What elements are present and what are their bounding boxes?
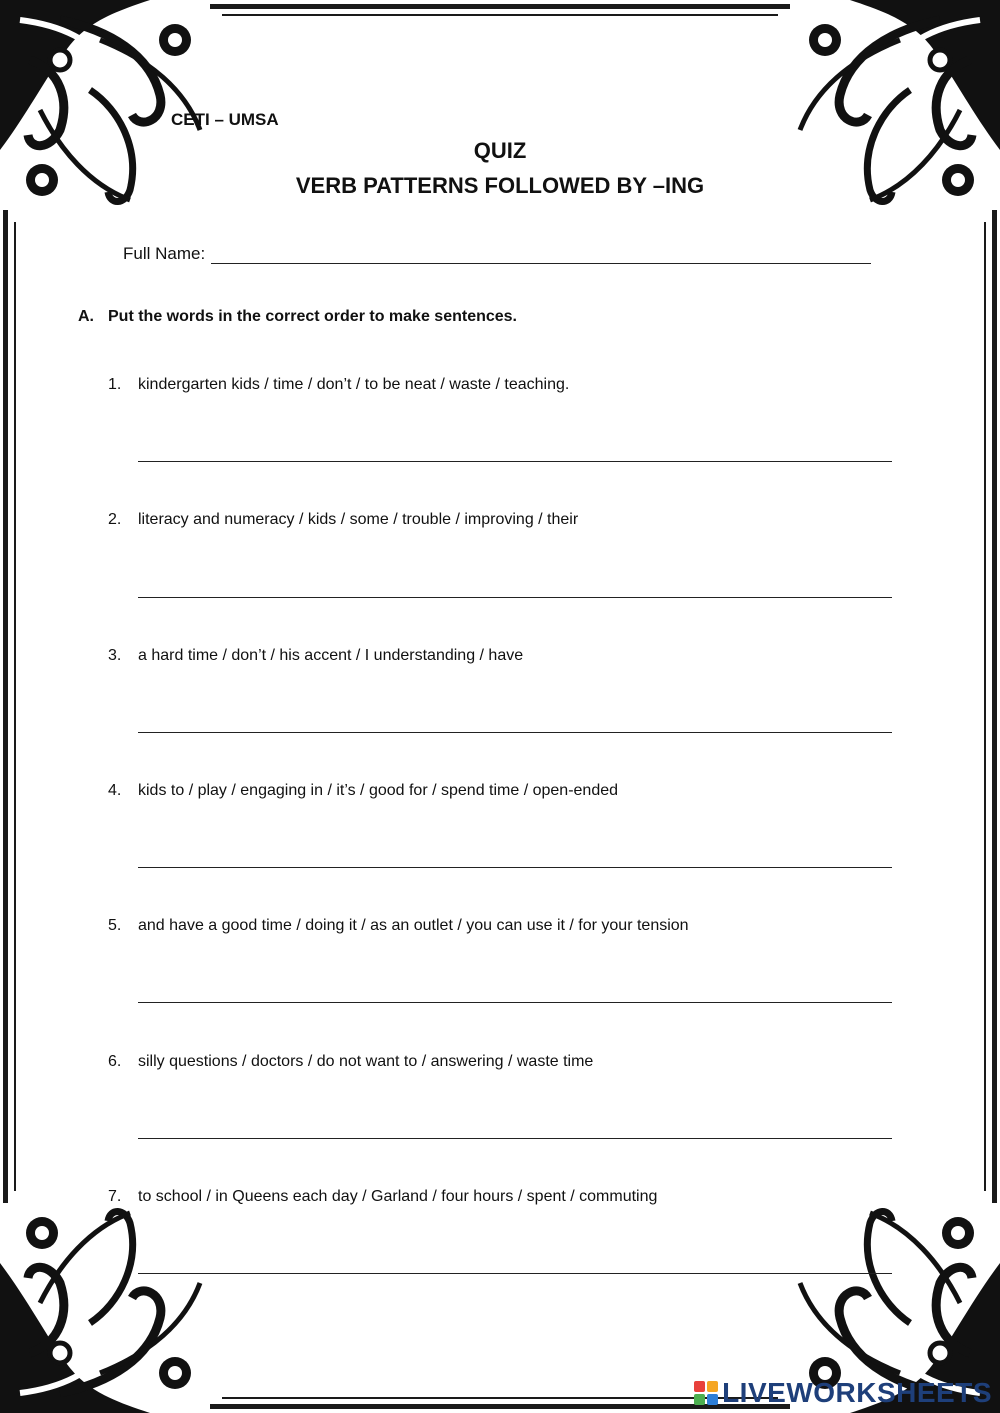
answer-input[interactable]	[138, 461, 892, 462]
answer-input[interactable]	[138, 867, 892, 868]
list-item	[108, 782, 618, 800]
answer-input[interactable]	[138, 732, 892, 733]
item-prompt: kids to / play / engaging in / it’s / good for / spend time / open-ended	[138, 782, 619, 799]
item-number: 4.	[108, 782, 122, 799]
item-prompt: to school / in Queens each day / Garland / four hours / spent / commuting	[138, 1188, 658, 1205]
list-item	[108, 1053, 593, 1071]
answer-input[interactable]	[138, 1002, 892, 1003]
logo-blocks-icon	[694, 1381, 718, 1405]
list-item	[108, 1188, 657, 1206]
full-name-input[interactable]	[211, 245, 871, 264]
item-number: 3.	[108, 647, 122, 664]
list-item	[108, 376, 569, 394]
answer-input[interactable]	[138, 597, 892, 598]
item-prompt: silly questions / doctors / do not want to / answering / waste time	[138, 1053, 594, 1070]
full-name-label: Full Name:	[123, 244, 206, 263]
logo-block	[707, 1394, 718, 1405]
quiz-title: QUIZ	[473, 138, 527, 163]
section-a-instruction	[78, 308, 517, 326]
list-item	[108, 917, 689, 935]
logo-block	[694, 1394, 705, 1405]
list-item	[108, 511, 578, 529]
logo-text: LIVEWORKSHEETS	[722, 1377, 992, 1408]
school-name: CETI – UMSA	[171, 110, 279, 129]
logo-block	[707, 1381, 718, 1392]
answer-input[interactable]	[138, 1273, 892, 1274]
section-instruction-text: Put the words in the correct order to make sentences.	[108, 308, 517, 325]
item-number: 1.	[108, 376, 122, 393]
item-prompt: and have a good time / doing it / as an outlet / you can use it / for your tension	[138, 917, 689, 934]
item-prompt: kindergarten kids / time / don’t / to be neat / waste / teaching.	[138, 376, 570, 393]
item-prompt: literacy and numeracy / kids / some / trouble / improving / their	[138, 511, 579, 528]
liveworksheets-logo	[694, 1377, 992, 1409]
ornament-corner-bottom-left	[0, 1198, 215, 1413]
item-number: 5.	[108, 917, 122, 934]
list-item	[108, 647, 523, 665]
item-number: 7.	[108, 1188, 122, 1205]
quiz-subtitle: VERB PATTERNS FOLLOWED BY –ING	[295, 173, 705, 198]
item-number: 2.	[108, 511, 122, 528]
answer-input[interactable]	[138, 1138, 892, 1139]
full-name-row	[123, 244, 871, 264]
logo-block	[694, 1381, 705, 1392]
section-letter: A.	[78, 308, 94, 325]
item-prompt: a hard time / don’t / his accent / I understanding / have	[138, 647, 524, 664]
item-number: 6.	[108, 1053, 122, 1070]
